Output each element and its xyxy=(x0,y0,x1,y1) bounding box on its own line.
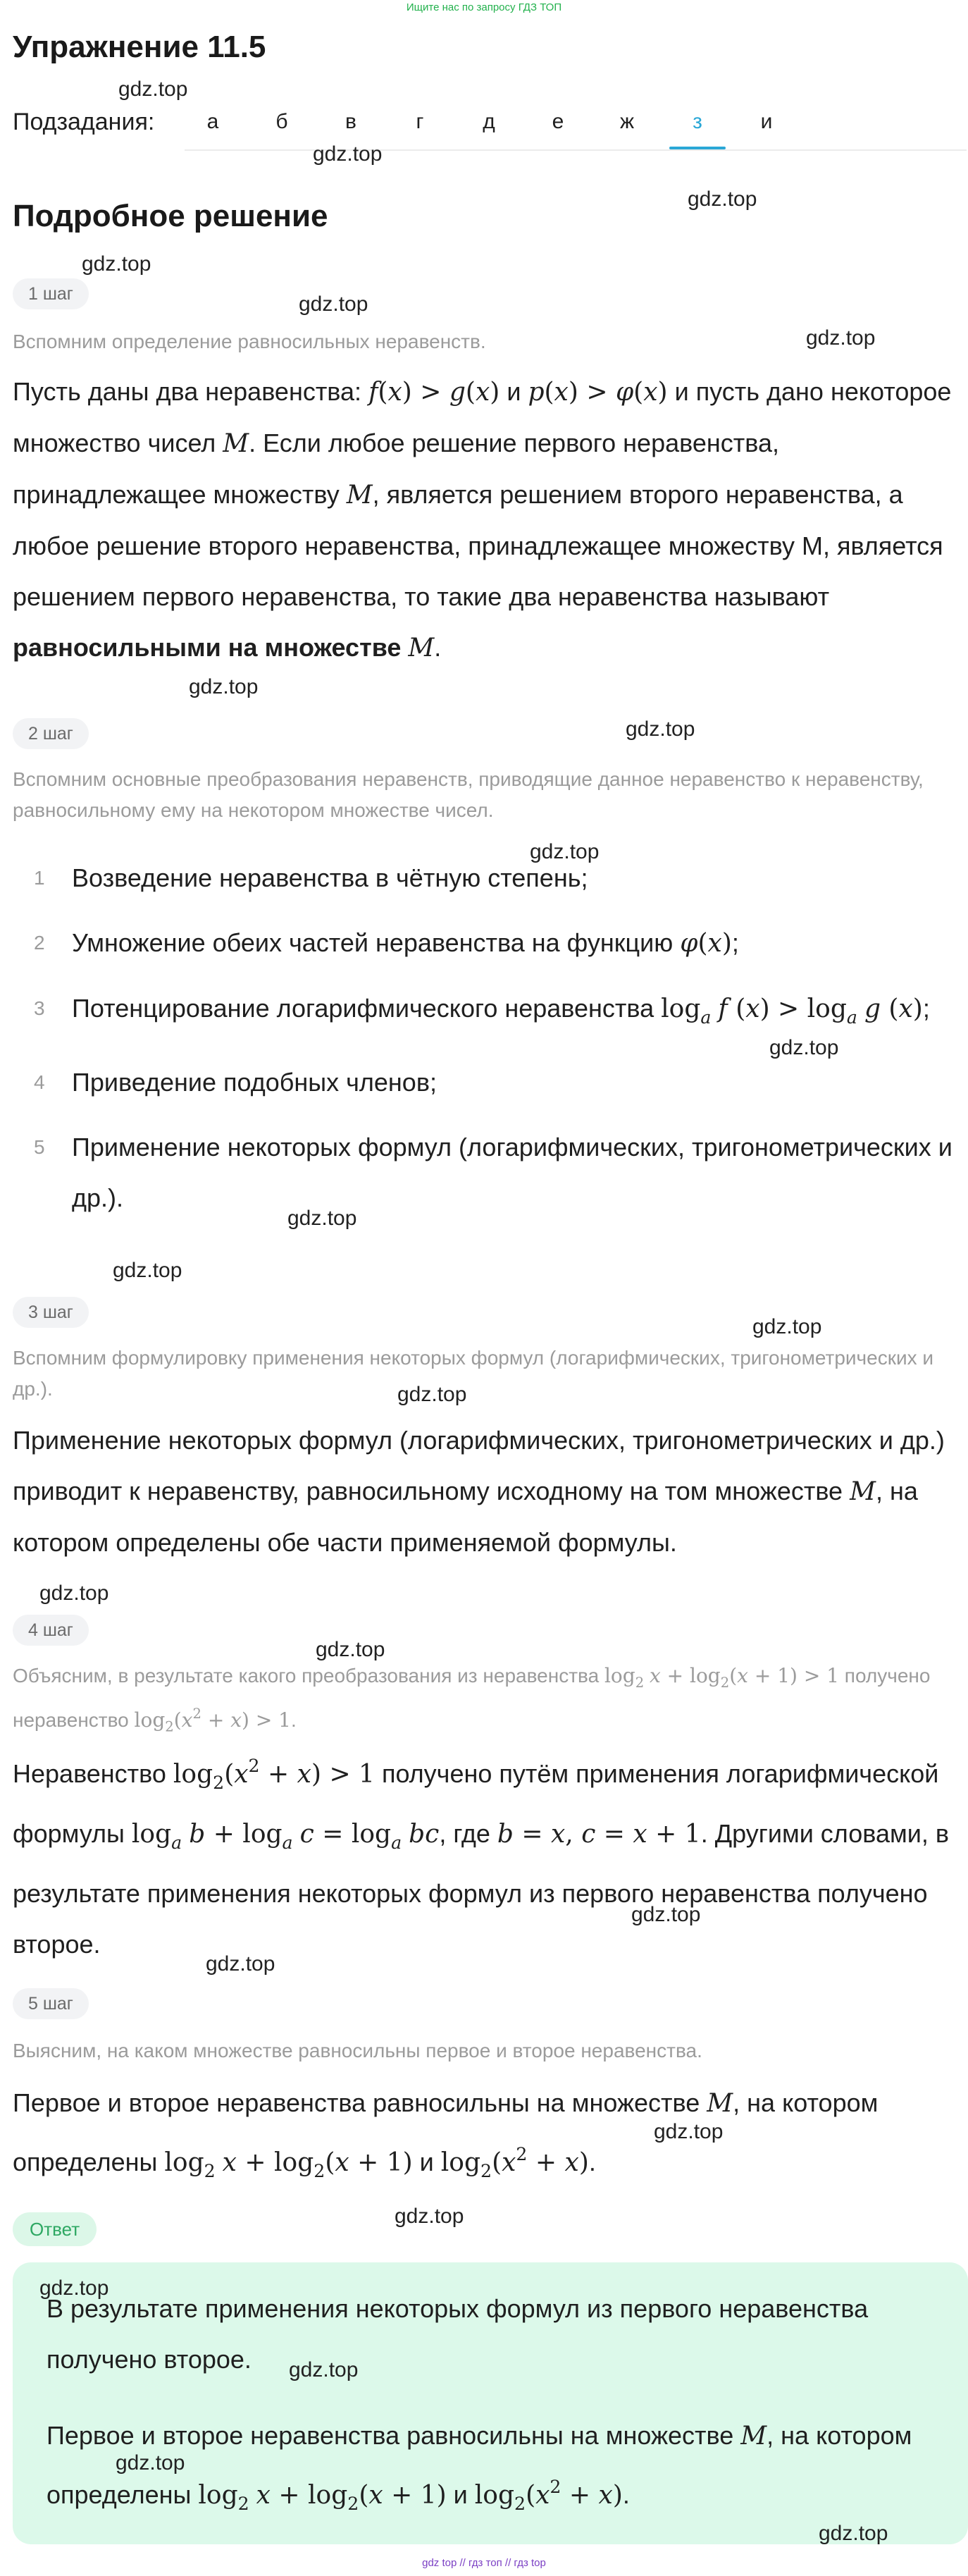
step-4-badge: 4 шаг xyxy=(13,1615,89,1646)
watermark: gdz.top xyxy=(752,1315,822,1338)
watermark: gdz.top xyxy=(113,1259,182,1282)
watermark: gdz.top xyxy=(316,1638,385,1661)
tab-a[interactable]: а xyxy=(206,110,219,133)
top-banner: Ищите нас по запросу ГДЗ ТОП xyxy=(406,1,562,13)
list-item: 3 Потенцирование логарифмического неравенства $\log_a f$ $(x) > \log_a g$ (x); xyxy=(34,994,930,1028)
tab-i[interactable]: и xyxy=(760,110,773,133)
solution-heading: Подробное решение xyxy=(13,199,328,233)
watermark: gdz.top xyxy=(206,1952,275,1976)
watermark: gdz.top xyxy=(287,1207,357,1230)
watermark: gdz.top xyxy=(189,675,259,698)
watermark: gdz.top xyxy=(82,252,151,276)
list-item: 1 Возведение неравенства в чётную степень; xyxy=(34,863,588,892)
watermark: gdz.top xyxy=(806,326,876,350)
watermark: gdz.top xyxy=(289,2358,359,2381)
answer-text-1: В результате применения некоторых формул из первого неравенства получено второе. xyxy=(46,2294,869,2374)
watermark: gdz.top xyxy=(118,78,188,101)
watermark: gdz.top xyxy=(819,2522,888,2545)
tab-d[interactable]: д xyxy=(483,110,495,133)
watermark: gdz.top xyxy=(395,2205,464,2228)
tab-g[interactable]: г xyxy=(416,110,424,133)
step-1-badge: 1 шаг xyxy=(13,278,89,309)
tab-v[interactable]: в xyxy=(345,110,356,133)
list-item: 4 Приведение подобных членов; xyxy=(34,1067,437,1097)
step-4-text: Неравенство $\log_2(x^2 + x) > 1$ получено путём применения логарифмической формулы $\log_a b + \log_a c = \log_a$ bc, где b = x, c = x + 1. Другими словами, в результате применения некоторых формул из первого неравенства получено второе. xyxy=(13,1756,949,1959)
step-3-badge: 3 шаг xyxy=(13,1297,89,1328)
subtasks-label: Подзадания: xyxy=(13,109,155,135)
watermark: gdz.top xyxy=(626,717,695,741)
list-item: 5 Применение некоторых формул (логарифмических, тригонометрических и др.). xyxy=(34,1132,953,1212)
step-5-hint: Выясним, на каком множестве равносильны первое и второе неравенства. xyxy=(13,2040,702,2062)
step-1-text: Пусть даны два неравенства: f(x) > g(x) и p(x) > φ(x) и пусть дано некоторое множество чисел M. Если любое решение первого неравенства, принадлежащее множеству M, является решением второго неравенства, а любое решение второго неравенства, принадлежащее множеству М, является решением первого неравенства, то такие два неравенства называют равносильными на множестве M. xyxy=(13,377,952,663)
list-item: 2 Умножение обеих частей неравенства на функцию φ(x); xyxy=(34,928,739,958)
watermark: gdz.top xyxy=(530,840,600,863)
watermark: gdz.top xyxy=(397,1383,467,1406)
step-5-badge: 5 шаг xyxy=(13,1988,89,2019)
page-title: Упражнение 11.5 xyxy=(13,30,266,64)
tab-z[interactable]: з xyxy=(669,106,726,138)
step-5-text: Первое и второе неравенства равносильны на множестве M, на котором определены $\log_2 x + \log_2(x + 1)$ и $\log_2(x^2 + x)$. xyxy=(13,2088,879,2181)
step-1-hint: Вспомним определение равносильных неравенств. xyxy=(13,331,486,352)
watermark: gdz.top xyxy=(688,187,757,211)
footer: gdz top // гдз топ // гдз top xyxy=(422,2557,546,2569)
watermark: gdz.top xyxy=(299,292,368,316)
watermark: gdz.top xyxy=(39,2276,109,2300)
answer-text-2: Первое и второе неравенства равносильны на множестве M, на котором определены $\log_2 x + \log_2(x + 1)$ и $\log_2(x^2 + x)$. xyxy=(46,2421,912,2514)
watermark: gdz.top xyxy=(769,1036,839,1059)
answer-box xyxy=(13,2262,968,2544)
tab-zh[interactable]: ж xyxy=(619,110,635,133)
step-3-hint: Вспомним формулировку применения некоторых формул (логарифмических, тригонометрических и др.). xyxy=(13,1347,934,1400)
answer-badge: Ответ xyxy=(13,2212,97,2246)
watermark: gdz.top xyxy=(313,142,383,166)
subtask-tabs xyxy=(185,106,967,151)
step-4-hint: Объясним, в результате какого преобразования из неравенства $\log_2 x + \log_2(x + 1) > 1$ получено неравенство $\log_2(x^2 + x) > 1$. xyxy=(13,1664,931,1735)
step-2-hint: Вспомним основные преобразования неравенств, приводящие данное неравенство к неравенству, равносильному ему на некотором множестве чисел. xyxy=(13,768,924,821)
watermark: gdz.top xyxy=(654,2120,724,2143)
step-2-badge: 2 шаг xyxy=(13,718,89,749)
watermark: gdz.top xyxy=(631,1903,701,1926)
tab-e[interactable]: е xyxy=(552,110,564,133)
step-3-text: Применение некоторых формул (логарифмических, тригонометрических и др.) приводит к неравенству, равносильному исходному на том множестве M, на котором определены обе части применяемой формулы. xyxy=(13,1426,945,1557)
tab-b[interactable]: б xyxy=(275,110,288,133)
watermark: gdz.top xyxy=(39,1582,109,1605)
watermark: gdz.top xyxy=(116,2451,185,2475)
